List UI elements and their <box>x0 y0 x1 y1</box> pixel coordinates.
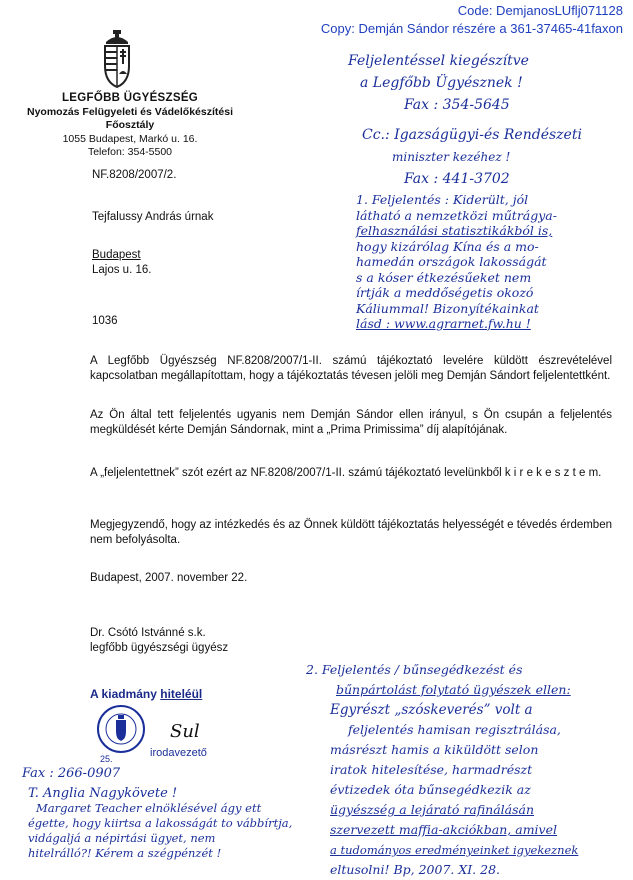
handwritten-line: T. Anglia Nagykövete ! <box>28 786 178 801</box>
handwritten-line: Káliummal! Bizonyítékainkat <box>356 300 539 316</box>
handwritten-note-2 <box>306 660 628 880</box>
handwritten-line: ügyészség a lejárató rafinálásán <box>330 802 535 817</box>
handwritten-line: Egyrészt „szóskeverés” volt a <box>330 702 533 718</box>
signer-title: legfőbb ügyészségi ügyész <box>90 642 229 654</box>
recipient-city: Budapest <box>92 249 141 261</box>
certification-label-end: hiteléül <box>160 687 203 701</box>
certification-label <box>90 687 202 701</box>
handwritten-line: 2. Feljelentés / bűnsegédkezést és <box>306 662 523 677</box>
handwritten-line: Feljelentéssel kiegészítve <box>348 53 529 69</box>
handwritten-line: hamedán országok lakosságát <box>356 254 547 269</box>
copy-note: Copy: Demján Sándor részére a 361-37465-41faxon <box>320 21 623 36</box>
handwritten-line: lásd : www.agrarnet.fw.hu ! <box>356 316 531 331</box>
handwritten-line: eltusolni! Bp, 2007. XI. 28. <box>330 862 501 877</box>
handwritten-line: felhasználási statisztikákból is, <box>356 223 553 238</box>
handwritten-line: írtják a meddőségetis okozó <box>356 285 534 300</box>
handwritten-line: másrészt hamis a kiküldött selon <box>330 742 539 757</box>
recipient-postcode: 1036 <box>92 315 118 327</box>
handwritten-line: hogy kizárólag Kína és a mo- <box>356 238 539 254</box>
handwritten-line: Margaret Teacher elnöklésével ágy ett <box>36 801 262 815</box>
certification-role: irodavezető <box>150 747 207 759</box>
handwritten-line: szervezett maffia-akciókban, amivel <box>330 822 558 837</box>
handwritten-note-1 <box>356 192 626 332</box>
office-phone: Telefon: 354-5500 <box>87 146 173 158</box>
handwritten-line: Cc.: Igazságügyi-és Rendészeti <box>362 127 582 143</box>
department: Nyomozás Felügyeleti és Vádelőkészítési <box>26 105 233 118</box>
handwritten-line: iratok hitelesítése, harmadrészt <box>330 762 533 777</box>
reference-number: NF.8208/2007/2. <box>92 169 177 181</box>
handwritten-line: Fax : 441-3702 <box>404 171 510 187</box>
division: Főosztály <box>105 119 155 131</box>
handwritten-line: feljelentés hamisan regisztrálása, <box>348 722 561 737</box>
handwritten-line: miniszter kezéhez ! <box>392 150 511 164</box>
stamp-number: 25. <box>100 754 113 764</box>
handwritten-line: vidágaljá a népirtási ügyet, nem <box>28 831 216 845</box>
handwritten-line: bűnpártolást folytató ügyészek ellen: <box>336 682 571 697</box>
handwritten-line: s a kóser étkezésűeket nem <box>356 269 532 285</box>
certification-signature: Sul <box>170 721 200 742</box>
paragraph-4: Megjegyzendő, hogy az intézkedés és az Önnek küldött tájékoztatás helyességét e tévedés érdemben nem befolyásolta. <box>90 519 612 546</box>
handwritten-embassy-note <box>28 786 328 861</box>
signer-name: Dr. Csótó Istvánné s.k. <box>90 627 206 639</box>
paragraph-1: A Legfőbb Ügyészség NF.8208/2007/1-II. számú tájékoztató levelére küldött észrevételével kapcsolatban megállapítottam, hogy a tájékoztatás tévesen jelöli meg Demján Sándort feljelentettként. <box>90 355 612 382</box>
office-address: 1055 Budapest, Markó u. 16. <box>62 132 198 145</box>
document-code: Code: DemjanosLUflj071128 <box>457 3 623 18</box>
certification-label-start: A kiadmány <box>90 687 161 701</box>
handwritten-fax-number: Fax : 266-0907 <box>22 766 121 781</box>
handwritten-line: Fax : 354-5645 <box>404 97 510 113</box>
coat-of-arms-icon <box>100 30 134 88</box>
handwritten-line: hitelrálló?! Kérem a szégpénzét ! <box>28 846 222 860</box>
official-stamp-icon <box>96 704 146 754</box>
office-name: LEGFŐBB ÜGYÉSZSÉG <box>61 92 199 104</box>
paragraph-3: A „feljelentettnek” szót ezért az NF.8208/2007/1-II. számú tájékoztató levelünkből k i r e k e s z t e m. <box>90 467 602 479</box>
handwritten-forward-note <box>348 50 628 190</box>
handwritten-line: látható a nemzetközi műtrágya- <box>356 207 557 223</box>
handwritten-line: a Legfőbb Ügyésznek ! <box>360 75 523 91</box>
handwritten-line: a tudományos eredményeinket igyekeznek <box>330 843 579 857</box>
letterhead <box>20 92 240 160</box>
handwritten-line: 1. Feljelentés : Kiderült, jól <box>356 192 529 207</box>
letter-date: Budapest, 2007. november 22. <box>90 572 248 584</box>
handwritten-line: égette, hogy kiirtsa a lakosságát to vábbírtja, <box>28 816 293 830</box>
recipient-name: Tejfalussy András úrnak <box>92 211 214 223</box>
handwritten-line: évtizedek óta bűnsegédkezik az <box>330 782 531 797</box>
recipient-street: Lajos u. 16. <box>92 264 152 276</box>
paragraph-2: Az Ön által tett feljelentés ugyanis nem Demján Sándor ellen irányul, s Ön csupán a feljelentés megküldését kérte Demján Sándornak, mint a „Prima Primissima” díj alapítójának. <box>90 409 612 436</box>
